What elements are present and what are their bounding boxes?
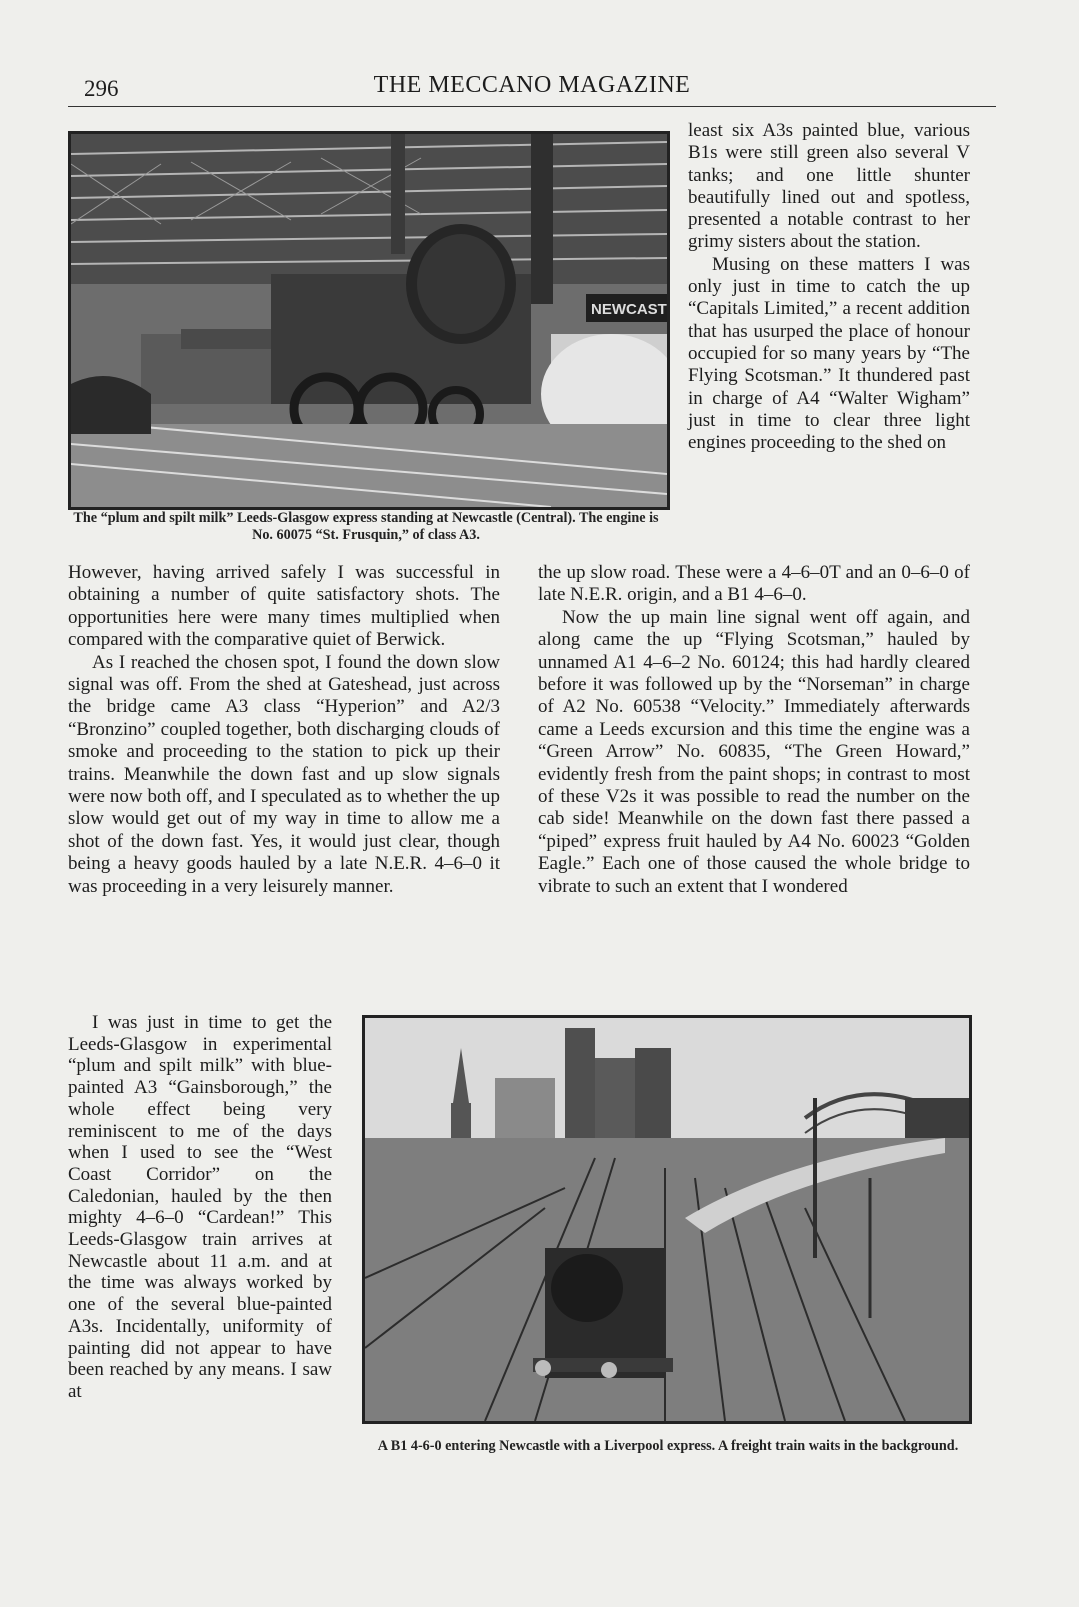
- photo-illustration: [71, 134, 667, 507]
- photo-b1-entering-newcastle: [362, 1015, 972, 1424]
- station-sign-text: NEWCAST: [591, 301, 667, 318]
- paragraph: Musing on these matters I was only just in time to catch the up “Capitals Limited,” a recent addition that has usurped the place of honour occupied for so many years by “The Flying Scotsman.” It thundered past in charge of A4 “Walter Wigham” just in time to clear three light engines proceeding to the shed on: [688, 253, 970, 454]
- photo-a3-locomotive-newcastle-station: [68, 131, 670, 510]
- text-column-top-right: [688, 120, 970, 454]
- running-header: [68, 72, 996, 107]
- paragraph: the up slow road. These were a 4–6–0T and an 0–6–0 of late N.E.R. origin, and a B1 4–6–0.: [538, 562, 970, 606]
- page-number: 296: [84, 76, 119, 101]
- text-column-middle-left: [68, 562, 500, 898]
- paragraph: However, having arrived safely I was successful in obtaining a number of quite satisfactory shots. The opportunities here were many times multiplied when compared with the comparative quiet of Berwick.: [68, 562, 500, 651]
- text-column-middle-right: [538, 562, 970, 898]
- paragraph: I was just in time to get the Leeds-Glasgow in experimental “plum and spilt milk” with blue-painted A3 “Gainsborough,” the whole effect being very reminiscent to me of the days when I used to see the “West Coast Corridor” on the Caledonian, hauled by the then mighty 4–6–0 “Cardean!” This Leeds-Glasgow train arrives at Newcastle about 11 a.m. and at the time was always worked by one of the several blue-painted A3s. Incidentally, uniformity of painting did not appear to have been reached by any means. I saw at: [68, 1012, 332, 1402]
- text-column-bottom-left: [68, 1012, 332, 1403]
- magazine-title: THE MECCANO MAGAZINE: [373, 72, 691, 98]
- photo-illustration: [365, 1018, 969, 1421]
- paragraph: Now the up main line signal went off again, and along came the up “Flying Scotsman,” hauled by unnamed A1 4–6–2 No. 60124; this had hardly cleared before it was followed up by the “Norseman” in charge of A2 No. 60538 “Velocity.” Immediately afterwards came a Leeds excursion and this time the engine was a “Green Arrow” No. 60835, “The Green Howard,” evidently fresh from the paint shops; in contrast to most of these V2s it was possible to read the number on the cab side! Meanwhile on the down fast there passed a “piped” express fruit hauled by A4 No. 60023 “Golden Eagle.” Each one of those caused the whole bridge to vibrate to such an extent that I wondered: [538, 606, 970, 897]
- photo-caption: A B1 4-6-0 entering Newcastle with a Liverpool express. A freight train waits in the background.: [377, 1438, 959, 1454]
- paragraph: least six A3s painted blue, various B1s were still green also several V tanks; and one little shunter beautifully lined out and spotless, presented a notable contrast to her grimy sisters about the station.: [688, 120, 970, 253]
- paragraph: As I reached the chosen spot, I found the down slow signal was off. From the shed at Gateshead, just across the bridge came A3 class “Hyperion” and A2/3 “Bronzino” coupled together, both discharging clouds of smoke and proceeding to the station to pick up their trains. Meanwhile the down fast and up slow signals were now both off, and I speculated as to whether the up slow would get out of my way in time to allow me a shot of the down fast. Yes, it would just clear, though being a heavy goods hauled by a late N.E.R. 4–6–0 it was proceeding in a very leisurely manner.: [68, 651, 500, 897]
- photo-caption: The “plum and spilt milk” Leeds-Glasgow express standing at Newcastle (Central). The engine is No. 60075 “St. Frusquin,” of class A3.: [73, 510, 659, 543]
